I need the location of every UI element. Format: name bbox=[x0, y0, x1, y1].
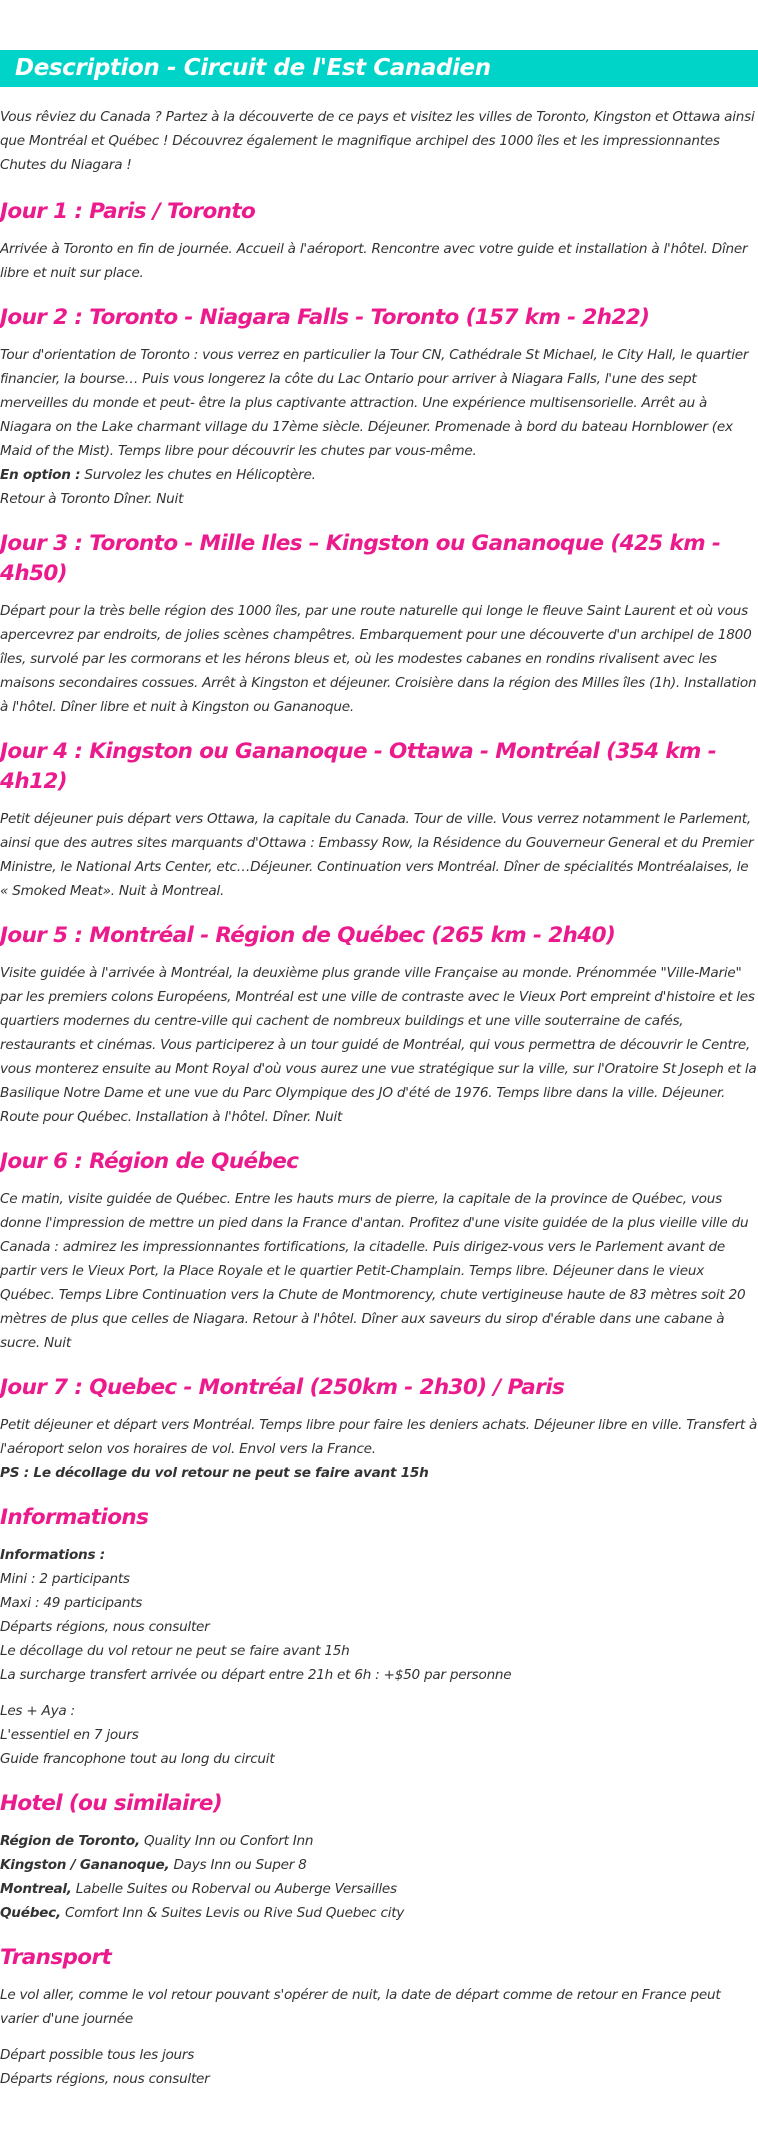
day-text-main: Petit déjeuner et départ vers Montréal. Temps libre pour faire les deniers achats. Déjeuner libre en ville. Transfert à l'aéroport selon vos horaires de vol. Envol vers la France. bbox=[0, 1417, 758, 1457]
transport-line: Départ possible tous les jours bbox=[0, 2047, 195, 2063]
day-text: Ce matin, visite guidée de Québec. Entre les hauts murs de pierre, la capitale de la province de Québec, vous donne l'impression de mettre un pied dans la France d'antan. Profitez d'une visite guidée de la plus vieille ville du Canada : admirez les impressionnantes fortifications, la citadelle. Puis dirigez-vous vers le Parlement avant de partir vers le Vieux Port, la Place Royale et le quartier Petit-Champlain. Temps libre. Déjeuner dans le vieux Québec. Temps Libre Continuation vers la Chute de Montmorency, chute vertigineuse haute de 83 mètres soit 20 mètres de plus que celles de Niagara. Retour à l'hôtel. Dîner aux saveurs du sirop d'érable dans une cabane à sucre. Nuit bbox=[0, 1191, 749, 1351]
hotel-item bbox=[0, 1829, 758, 1853]
plus-list bbox=[0, 1699, 758, 1771]
day-text: Arrivée à Toronto en fin de journée. Accueil à l'aéroport. Rencontre avec votre guide et installation à l'hôtel. Dîner libre et nuit sur place. bbox=[0, 241, 748, 281]
transport-section bbox=[0, 1943, 758, 2091]
informations-label: Informations : bbox=[0, 1547, 105, 1563]
day-7 bbox=[0, 1373, 758, 1485]
day-text: Petit déjeuner puis départ vers Ottawa, la capitale du Canada. Tour de ville. Vous verrez notamment le Parlement, ainsi que des autres sites marquants d'Ottawa : Embassy Row, la Résidence du Gouverneur General et du Premier Ministre, le National Arts Center, etc…Déjeuner. Continuation vers Montréal. Dîner de spécialités Montréalaises, le « Smoked Meat». Nuit à Montreal. bbox=[0, 811, 754, 899]
day-title: Jour 1 : Paris / Toronto bbox=[0, 199, 256, 224]
day-title: Jour 5 : Montréal - Région de Québec (265 km - 2h40) bbox=[0, 923, 616, 948]
hotel-names: Labelle Suites ou Roberval ou Auberge Versailles bbox=[71, 1881, 397, 1897]
transport-text: Le vol aller, comme le vol retour pouvant s'opérer de nuit, la date de départ comme de retour en France peut varier d'une journée bbox=[0, 1987, 721, 2027]
informations-section bbox=[0, 1503, 758, 1771]
hotel-list bbox=[0, 1829, 758, 1925]
plus-line: L'essentiel en 7 jours bbox=[0, 1727, 139, 1743]
hotel-region: Kingston / Gananoque, bbox=[0, 1857, 170, 1873]
section-title: Informations bbox=[0, 1505, 149, 1530]
section-title: Transport bbox=[0, 1945, 112, 1970]
hotel-names: Quality Inn ou Confort Inn bbox=[139, 1833, 314, 1849]
day-text-extra: Retour à Toronto Dîner. Nuit bbox=[0, 491, 184, 507]
day-title: Jour 2 : Toronto - Niagara Falls - Toronto (157 km - 2h22) bbox=[0, 305, 650, 330]
hotel-region: Montreal, bbox=[0, 1881, 72, 1897]
day-text bbox=[0, 343, 758, 511]
day-title: Jour 4 : Kingston ou Gananoque - Ottawa - Montréal (354 km - 4h12) bbox=[0, 739, 717, 794]
transport-line: Départs régions, nous consulter bbox=[0, 2071, 210, 2087]
transport-list bbox=[0, 2043, 758, 2091]
informations-list bbox=[0, 1543, 758, 1687]
hotel-item bbox=[0, 1901, 758, 1925]
plus-line: Guide francophone tout au long du circuit bbox=[0, 1751, 275, 1767]
day-text-main: Tour d'orientation de Toronto : vous verrez en particulier la Tour CN, Cathédrale St Michael, le City Hall, le quartier financier, la bourse… Puis vous longerez la côte du Lac Ontario pour arriver à Niagara Falls, l'une des sept merveilles du monde et peut- être la plus captivante attraction. Une expérience multisensorielle. Arrêt au à Niagara on the Lake charmant village du 17ème siècle. Déjeuner. Promenade à bord du bateau Hornblower (ex Maid of the Mist). Temps libre pour découvrir les chutes par vous-même. bbox=[0, 347, 749, 459]
day-2 bbox=[0, 303, 758, 511]
day-title: Jour 7 : Quebec - Montréal (250km - 2h30) / Paris bbox=[0, 1375, 565, 1400]
day-3 bbox=[0, 529, 758, 719]
day-option bbox=[0, 463, 758, 487]
hotel-names: Days Inn ou Super 8 bbox=[169, 1857, 307, 1873]
info-line: Mini : 2 participants bbox=[0, 1571, 130, 1587]
plus-line: Les + Aya : bbox=[0, 1703, 75, 1719]
info-line: Le décollage du vol retour ne peut se faire avant 15h bbox=[0, 1643, 350, 1659]
hotel-names: Comfort Inn & Suites Levis ou Rive Sud Quebec city bbox=[60, 1905, 405, 1921]
intro-paragraph: Vous rêviez du Canada ? Partez à la découverte de ce pays et visitez les villes de Toronto, Kingston et Ottawa ainsi que Montréal et Québec ! Découvrez également le magnifique archipel des 1000 îles et les impressionnantes Chutes du Niagara ! bbox=[0, 109, 755, 173]
hotel-region: Région de Toronto, bbox=[0, 1833, 140, 1849]
day-5 bbox=[0, 921, 758, 1129]
hotel-section bbox=[0, 1789, 758, 1925]
day-title: Jour 3 : Toronto - Mille Iles – Kingston ou Gananoque (425 km - 4h50) bbox=[0, 531, 721, 586]
day-title: Jour 6 : Région de Québec bbox=[0, 1149, 299, 1174]
day-text bbox=[0, 1413, 758, 1485]
hotel-item bbox=[0, 1853, 758, 1877]
title-banner bbox=[0, 50, 758, 87]
option-label: En option : bbox=[0, 467, 81, 483]
content bbox=[0, 105, 758, 2091]
page-title: Description - Circuit de l'Est Canadien bbox=[15, 55, 491, 81]
hotel-region: Québec, bbox=[0, 1905, 61, 1921]
info-line: Maxi : 49 participants bbox=[0, 1595, 143, 1611]
day-4 bbox=[0, 737, 758, 903]
info-line: Départs régions, nous consulter bbox=[0, 1619, 210, 1635]
day-text: Visite guidée à l'arrivée à Montréal, la deuxième plus grande ville Française au monde. Prénommée "Ville-Marie" par les premiers colons Européens, Montréal est une ville de contraste avec le Vieux Port empreint d'histoire et les quartiers modernes du centre-ville qui cachent de nombreux buildings et une ville souterraine de cafés, restaurants et cinémas. Vous participerez à un tour guidé de Montréal, qui vous permettra de découvrir le Centre, vous monterez ensuite au Mont Royal d'où vous aurez une vue stratégique sur la ville, sur l'Oratoire St Joseph et la Basilique Notre Dame et une vue du Parc Olympique des JO d'été de 1976. Temps libre dans la ville. Déjeuner. Route pour Québec. Installation à l'hôtel. Dîner. Nuit bbox=[0, 965, 757, 1125]
section-title: Hotel (ou similaire) bbox=[0, 1791, 223, 1816]
day-note: PS : Le décollage du vol retour ne peut se faire avant 15h bbox=[0, 1465, 429, 1481]
info-line: La surcharge transfert arrivée ou départ entre 21h et 6h : +$50 par personne bbox=[0, 1667, 512, 1683]
option-text: Survolez les chutes en Hélicoptère. bbox=[80, 467, 316, 483]
day-text: Départ pour la très belle région des 1000 îles, par une route naturelle qui longe le fleuve Saint Laurent et où vous apercevrez par endroits, de jolies scènes champêtres. Embarquement pour une découverte d'un archipel de 1800 îles, survolé par les cormorans et les hérons bleus et, où les modestes cabanes en rondins rivalisent avec les maisons secondaires cossues. Arrêt à Kingston et déjeuner. Croisière dans la région des Milles îles (1h). Installation à l'hôtel. Dîner libre et nuit à Kingston ou Gananoque. bbox=[0, 603, 757, 715]
day-6 bbox=[0, 1147, 758, 1355]
hotel-item bbox=[0, 1877, 758, 1901]
day-1 bbox=[0, 197, 758, 285]
